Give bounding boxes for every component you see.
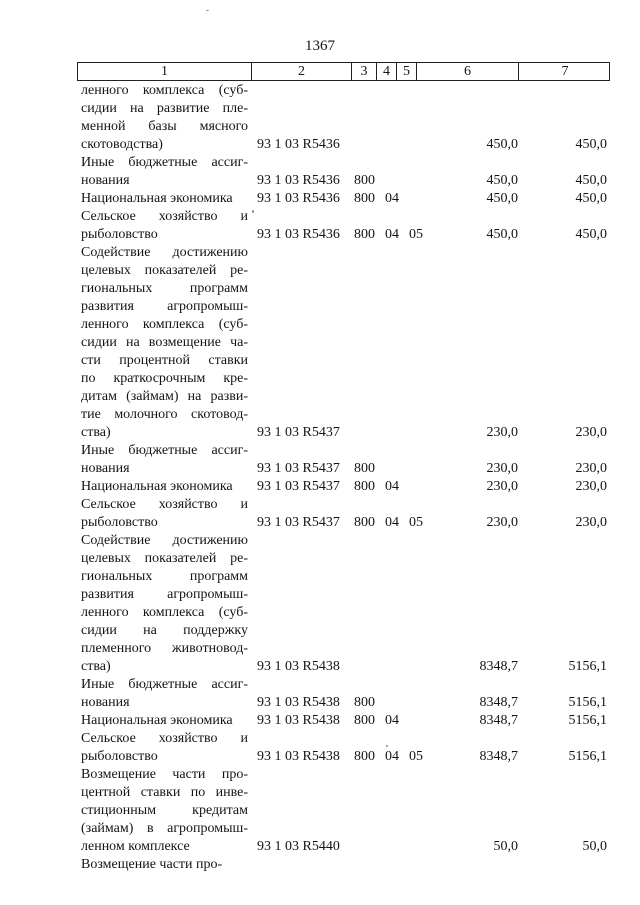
- table-row: [0, 82, 640, 154]
- row-col-5: 05: [409, 227, 423, 242]
- row-name-line: Иные бюджетные ассиг-: [81, 677, 248, 692]
- row-code: 93 1 03 R5438: [257, 659, 340, 674]
- row-value-col-6: 450,0: [486, 137, 518, 152]
- row-name: [81, 478, 248, 496]
- row-col-4: 04: [385, 515, 399, 530]
- row-value-col-7: 450,0: [575, 173, 607, 188]
- row-value-col-7: 230,0: [575, 479, 607, 494]
- row-name: [81, 496, 248, 532]
- row-value-col-7: 230,0: [575, 461, 607, 476]
- row-col-3: 800: [354, 173, 375, 188]
- row-name-line: ленного комплекса (суб-: [81, 83, 248, 98]
- row-name-line: Иные бюджетные ассиг-: [81, 443, 248, 458]
- row-value-col-6: 8348,7: [479, 749, 518, 764]
- table-row: [0, 208, 640, 244]
- row-col-3: 800: [354, 461, 375, 476]
- row-name-line: Сельское хозяйство и: [81, 209, 248, 224]
- table-header: [77, 62, 610, 81]
- row-code: 93 1 03 R5440: [257, 839, 340, 854]
- row-col-3: 800: [354, 191, 375, 206]
- row-name-line: (займам) в агропромыш-: [81, 821, 248, 836]
- row-value-col-6: 450,0: [486, 191, 518, 206]
- table-row: [0, 730, 640, 766]
- row-code: 93 1 03 R5438: [257, 713, 340, 728]
- row-name-line: гиональных программ: [81, 569, 248, 584]
- row-name-line: развития агропромыш-: [81, 587, 248, 602]
- row-name-line: рыболовство: [81, 749, 158, 764]
- row-value-col-7: 450,0: [575, 137, 607, 152]
- header-col-3: 3: [352, 63, 377, 81]
- row-name-line: Возмещение части про-: [81, 857, 223, 872]
- row-value-col-7: 230,0: [575, 425, 607, 440]
- row-value-col-6: 230,0: [486, 425, 518, 440]
- table-row: [0, 442, 640, 478]
- row-name: [81, 766, 248, 856]
- row-value-col-7: 5156,1: [568, 713, 607, 728]
- row-name-line: ленном комплексе: [81, 839, 190, 854]
- row-value-col-7: 5156,1: [568, 749, 607, 764]
- row-value-col-6: 8348,7: [479, 695, 518, 710]
- row-name-line: рыболовство: [81, 227, 158, 242]
- row-name: [81, 154, 248, 190]
- row-name-line: нования: [81, 461, 130, 476]
- row-value-col-6: 8348,7: [479, 659, 518, 674]
- row-name-line: развития агропромыш-: [81, 299, 248, 314]
- row-col-4: 04: [385, 713, 399, 728]
- row-name: [81, 712, 248, 730]
- row-name-line: сидии на развитие пле-: [81, 101, 248, 116]
- row-code: 93 1 03 R5438: [257, 749, 340, 764]
- row-name-line: ства): [81, 659, 111, 674]
- table-row: [0, 244, 640, 442]
- row-code: 93 1 03 R5437: [257, 425, 340, 440]
- row-code: 93 1 03 R5436: [257, 227, 340, 242]
- scan-speck: [386, 745, 388, 747]
- row-name-line: Содействие достижению: [81, 533, 248, 548]
- page-number: 1367: [305, 38, 335, 54]
- row-value-col-6: 230,0: [486, 461, 518, 476]
- header-col-6: 6: [417, 63, 519, 81]
- row-code: 93 1 03 R5438: [257, 695, 340, 710]
- row-name-line: центной ставки по инве-: [81, 785, 248, 800]
- table-row: [0, 532, 640, 676]
- row-name-line: нования: [81, 695, 130, 710]
- table-row: [0, 154, 640, 190]
- row-name: [81, 82, 248, 154]
- row-col-5: 05: [409, 515, 423, 530]
- row-name-line: ленного комплекса (суб-: [81, 317, 248, 332]
- row-name-line: тие молочного скотовод-: [81, 407, 248, 422]
- scan-speck: [252, 210, 254, 213]
- row-col-3: 800: [354, 713, 375, 728]
- row-name: [81, 730, 248, 766]
- row-col-4: 04: [385, 227, 399, 242]
- row-name-line: Национальная экономика: [81, 713, 233, 728]
- row-col-3: 800: [354, 479, 375, 494]
- table-row: [0, 478, 640, 496]
- row-value-col-6: 450,0: [486, 173, 518, 188]
- row-name-line: по краткосрочным кре-: [81, 371, 248, 386]
- table-row: [0, 766, 640, 856]
- row-name: [81, 190, 248, 208]
- row-value-col-7: 5156,1: [568, 695, 607, 710]
- row-value-col-7: 5156,1: [568, 659, 607, 674]
- row-code: 93 1 03 R5437: [257, 479, 340, 494]
- table-row: [0, 676, 640, 712]
- row-name-line: Сельское хозяйство и: [81, 497, 248, 512]
- row-code: 93 1 03 R5437: [257, 461, 340, 476]
- row-value-col-7: 450,0: [575, 191, 607, 206]
- row-code: 93 1 03 R5436: [257, 137, 340, 152]
- row-code: 93 1 03 R5436: [257, 173, 340, 188]
- table-row: [0, 856, 640, 874]
- row-value-col-7: 50,0: [582, 839, 607, 854]
- row-value-col-6: 450,0: [486, 227, 518, 242]
- row-name-line: сидии на поддержку: [81, 623, 248, 638]
- header-col-2: 2: [252, 63, 352, 81]
- row-name-line: дитам (займам) на разви-: [81, 389, 248, 404]
- row-col-4: 04: [385, 479, 399, 494]
- row-code: 93 1 03 R5437: [257, 515, 340, 530]
- row-col-3: 800: [354, 695, 375, 710]
- row-name-line: гиональных программ: [81, 281, 248, 296]
- row-name-line: Национальная экономика: [81, 479, 233, 494]
- row-name-line: стиционным кредитам: [81, 803, 248, 818]
- row-name-line: скотоводства): [81, 137, 163, 152]
- row-name: [81, 208, 248, 244]
- row-name-line: нования: [81, 173, 130, 188]
- row-value-col-6: 8348,7: [479, 713, 518, 728]
- row-col-4: 04: [385, 749, 399, 764]
- row-name-line: сидии на возмещение ча-: [81, 335, 248, 350]
- row-code: 93 1 03 R5436: [257, 191, 340, 206]
- row-name: [81, 442, 248, 478]
- row-value-col-6: 230,0: [486, 479, 518, 494]
- row-name-line: племенного животновод-: [81, 641, 248, 656]
- table-row: [0, 712, 640, 730]
- row-name-line: Сельское хозяйство и: [81, 731, 248, 746]
- row-name-line: рыболовство: [81, 515, 158, 530]
- scan-speck: [206, 10, 209, 11]
- row-col-4: 04: [385, 191, 399, 206]
- row-name: [81, 856, 248, 874]
- row-value-col-6: 230,0: [486, 515, 518, 530]
- row-value-col-7: 450,0: [575, 227, 607, 242]
- row-col-3: 800: [354, 227, 375, 242]
- row-col-5: 05: [409, 749, 423, 764]
- table-row: [0, 496, 640, 532]
- row-name-line: Содействие достижению: [81, 245, 248, 260]
- row-value-col-7: 230,0: [575, 515, 607, 530]
- row-col-3: 800: [354, 515, 375, 530]
- header-col-5: 5: [397, 63, 417, 81]
- row-name-line: целевых показателей ре-: [81, 551, 248, 566]
- row-value-col-6: 50,0: [493, 839, 518, 854]
- row-name-line: ства): [81, 425, 111, 440]
- row-name-line: Иные бюджетные ассиг-: [81, 155, 248, 170]
- header-col-1: 1: [78, 63, 252, 81]
- row-name: [81, 676, 248, 712]
- row-name: [81, 532, 248, 676]
- row-name-line: Возмещение части про-: [81, 767, 248, 782]
- row-name-line: целевых показателей ре-: [81, 263, 248, 278]
- row-name-line: сти процентной ставки: [81, 353, 248, 368]
- row-name-line: ленного комплекса (суб-: [81, 605, 248, 620]
- header-col-4: 4: [377, 63, 397, 81]
- row-name: [81, 244, 248, 442]
- row-name-line: менной базы мясного: [81, 119, 248, 134]
- table-row: [0, 190, 640, 208]
- row-col-3: 800: [354, 749, 375, 764]
- row-name-line: Национальная экономика: [81, 191, 233, 206]
- header-col-7: 7: [561, 64, 569, 79]
